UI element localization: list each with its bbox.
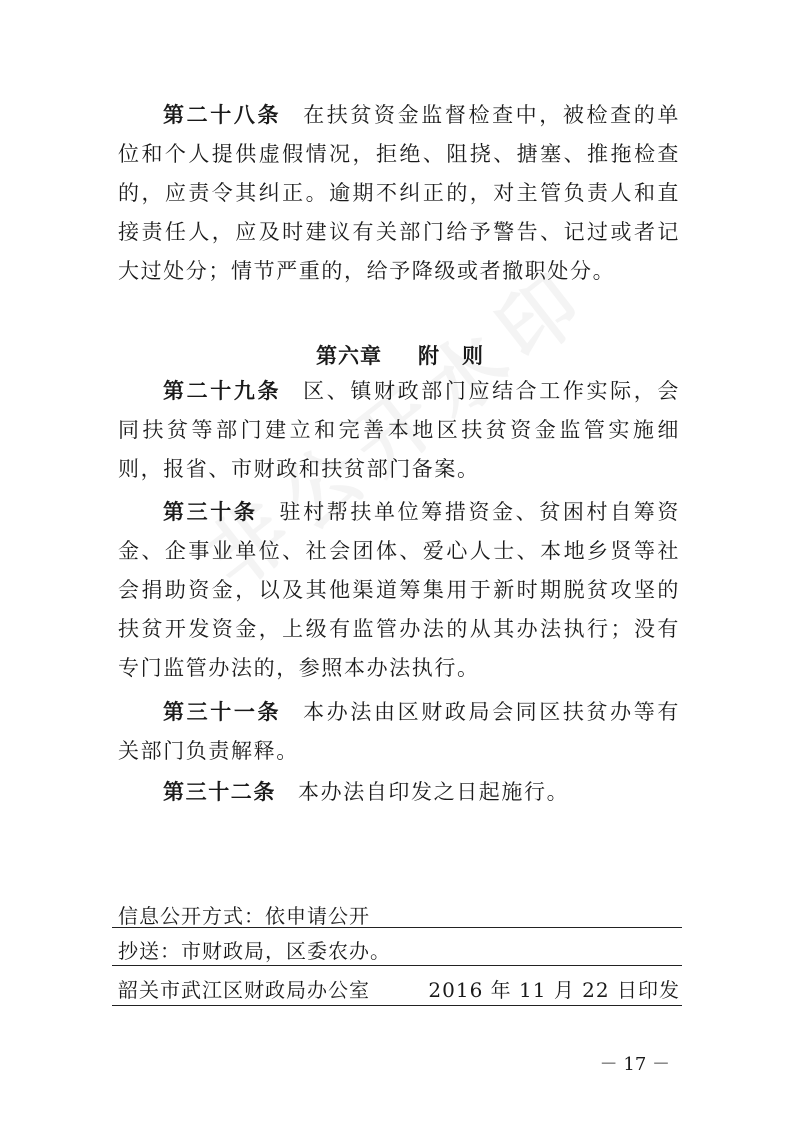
chapter-number: 第六章	[316, 344, 382, 368]
article-28-body: 在扶贫资金监督检查中，被检查的单位和个人提供虚假情况，拒绝、阻挠、搪塞、推拖检查的，应责令其纠正。逾期不纠正的，对主管负责人和直接责任人，应及时建议有关部门给予警告、记过或者记大过处分；情节严重的，给予降级或者撤职处分。	[118, 103, 681, 283]
cc-line: 抄送：市财政局，区委农办。	[118, 939, 391, 963]
article-29	[118, 372, 680, 489]
article-30-title: 第三十条	[163, 500, 258, 524]
article-32	[118, 773, 680, 812]
article-31-title: 第三十一条	[163, 700, 282, 724]
article-29-body: 区、镇财政部门应结合工作实际，会同扶贫等部门建立和完善本地区扶贫资金监管实施细则，报省、市财政和扶贫部门备案。	[118, 379, 681, 481]
footer-rule-1	[112, 927, 682, 928]
article-32-body: 本办法自印发之日起施行。	[298, 780, 570, 804]
article-30	[118, 493, 680, 688]
article-28	[118, 96, 680, 291]
article-28-title: 第二十八条	[163, 103, 282, 127]
issuer-line	[118, 974, 680, 1003]
chapter-heading	[0, 340, 800, 370]
footer-rule-3	[112, 1005, 682, 1006]
article-32-title: 第三十二条	[163, 780, 276, 804]
article-29-title: 第二十九条	[163, 379, 282, 403]
chapter-name: 附 则	[418, 344, 484, 368]
footer-rule-2	[112, 965, 682, 966]
article-31	[118, 693, 680, 771]
issuer-name: 韶关市武江区财政局办公室	[118, 978, 370, 1002]
article-30-body: 驻村帮扶单位筹措资金、贫困村自筹资金、企事业单位、社会团体、爱心人士、本地乡贤等社会捐助资金，以及其他渠道筹集用于新时期脱贫攻坚的扶贫开发资金，上级有监管办法的从其办法执行；没有专门监管办法的，参照本办法执行。	[118, 500, 680, 680]
disclosure-line: 信息公开方式：依申请公开	[118, 904, 370, 928]
page-number: － 17 －	[599, 1054, 670, 1075]
issue-date: 2016 年 11 月 22 日印发	[428, 978, 680, 1002]
article-31-body: 本办法由区财政局会同区扶贫办等有关部门负责解释。	[118, 700, 681, 763]
